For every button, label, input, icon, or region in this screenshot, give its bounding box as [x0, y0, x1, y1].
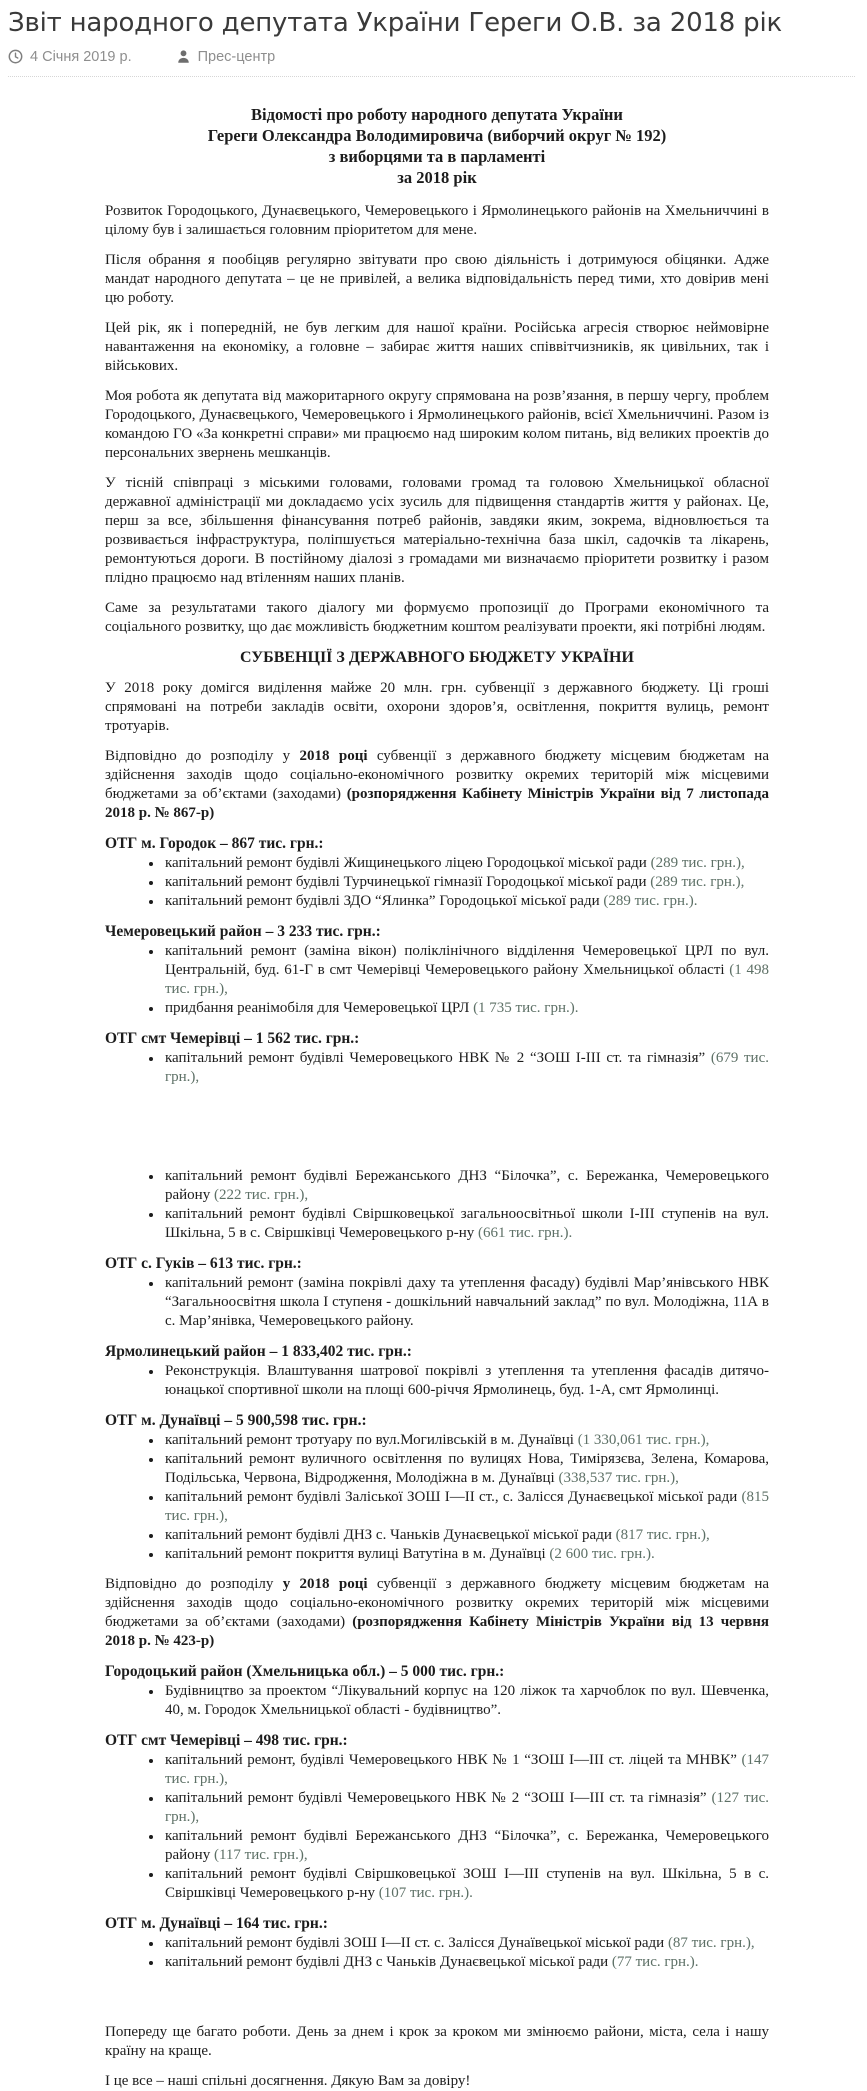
text-run: Відповідно до розподілу у: [105, 747, 300, 764]
section-title-centered: СУБВЕНЦІЇ З ДЕРЖАВНОГО БЮДЖЕТУ УКРАЇНИ: [240, 648, 634, 666]
text-run: субвенції з державного бюджету місцевим бюджетам на здійснення заходів щодо соціально-економічного розвитку окремих територій між місцевими бюджетами за об’єктами (заходами): [105, 747, 769, 802]
bullet-list: [105, 1049, 769, 1087]
section-heading: ОТГ м. Дунаївці – 164 тис. грн.:: [105, 1914, 328, 1932]
text-run: (1 498 тис. грн.),: [165, 961, 769, 997]
paragraph: [105, 1575, 769, 1651]
text-run: придбання реанімобіля для Чемеровецької ЦРЛ: [165, 999, 474, 1016]
text-run: Розвиток Городоцького, Дунаєвецького, Чемеровецького і Ярмолинецького районів на Хмельниччині в цілому був і залишається головним пріоритетом для мене.: [105, 202, 769, 238]
paragraph: [105, 474, 769, 588]
text-run: (338,537 тис. грн.),: [558, 1469, 679, 1486]
text-run: (1 735 тис. грн.).: [473, 999, 579, 1016]
bullet-list: [105, 1362, 769, 1400]
text-run: капітальний ремонт будівлі Чемеровецького НВК № 2 “ЗОШ І—ІІІ ст. та гімназія”: [165, 1789, 712, 1806]
page-header: [0, 0, 867, 77]
list-item: [163, 1431, 769, 1450]
text-run: капітальний ремонт будівлі ДНЗ с Чаньків Дунаєвецької міської ради: [165, 1953, 612, 1970]
text-run: 2018 році: [299, 747, 368, 764]
bullet-list: [105, 942, 769, 1018]
report-document: [105, 104, 769, 2091]
text-run: (1 330,061 тис. грн.),: [577, 1431, 710, 1448]
text-run: (77 тис. грн.).: [611, 1953, 699, 1970]
text-run: (розпорядження Кабінету Міністрів України від 7 листопада 2018 р. № 867-р): [105, 785, 769, 821]
section-heading: ОТГ смт Чемерівці – 498 тис. грн.:: [105, 1731, 348, 1749]
header-divider: [8, 76, 855, 77]
paragraph: [105, 319, 769, 376]
section-heading: ОТГ смт Чемерівці – 1 562 тис. грн.:: [105, 1029, 360, 1047]
text-run: капітальний ремонт вуличного освітлення по вулицях Нова, Тимірязєва, Зелена, Комарова, Подільська, Червона, Відродження, Молодіжна в м. Дунаївці: [165, 1450, 769, 1486]
text-run: Реконструкція. Влаштування шатрової покрівлі з утеплення та утеплення фасадів дитячо-юнацької спортивної школи на площі 600-річчя Ярмолинець, буд. 1-А, смт Ярмолинці.: [165, 1362, 769, 1398]
list-item: [163, 1827, 769, 1865]
list-item: [163, 942, 769, 999]
list-item: [163, 1362, 769, 1400]
list-item: [163, 1789, 769, 1827]
list-item: [163, 1167, 769, 1205]
budget-section: [105, 1342, 769, 1400]
list-item: [163, 1751, 769, 1789]
section-heading: Ярмолинецький район – 1 833,402 тис. грн.:: [105, 1342, 412, 1360]
post-date-group: [8, 49, 132, 65]
post-author-group: [176, 49, 276, 65]
text-run: капітальний ремонт будівлі ЗДО “Ялинка” Городоцької міської ради: [165, 892, 604, 909]
bullet-list: [105, 1274, 769, 1331]
section-heading: Городоцький район (Хмельницька обл.) – 5 000 тис. грн.:: [105, 1662, 505, 1680]
list-item: [163, 1865, 769, 1903]
text-run: (679 тис. грн.),: [165, 1049, 769, 1085]
section-heading: ОТГ с. Гуків – 613 тис. грн.:: [105, 1254, 302, 1272]
doc-title-line: Відомості про роботу народного депутата України: [251, 104, 623, 124]
list-item: [163, 1526, 769, 1545]
text-run: (117 тис. грн.),: [213, 1846, 308, 1863]
text-run: капітальний ремонт будівлі Чемеровецького НВК № 2 “ЗОШ І-ІІІ ст. та гімназія”: [165, 1049, 711, 1066]
list-item: [163, 854, 769, 873]
text-run: (815 тис. грн.),: [165, 1488, 769, 1524]
list-item: [163, 1953, 769, 1972]
budget-section: [105, 1731, 769, 1903]
paragraph: [105, 251, 769, 308]
text-run: Цей рік, як і попередній, не був легким для нашої країни. Російська агресія створює неймовірне навантаження на економіку, а головне – забирає життя наших співвітчизників, як цивільних, так і військових.: [105, 319, 769, 374]
text-run: капітальний ремонт будівлі Бережанського ДНЗ “Білочка”, с. Бережанка, Чемеровецького району: [165, 1827, 769, 1863]
section-heading: Чемеровецький район – 3 233 тис. грн.:: [105, 922, 381, 940]
list-item: [163, 1488, 769, 1526]
post-meta: [8, 49, 855, 65]
section-heading: ОТГ м. Дунаївці – 5 900,598 тис. грн.:: [105, 1411, 367, 1429]
text-run: У 2018 року домігся виділення майже 20 млн. грн. субвенції з державного бюджету. Ці гроші спрямовані на потреби закладів освіти, охорони здоров’я, освітлення, покриття вулиць, ремонт тротуарів.: [105, 679, 769, 734]
text-run: капітальний ремонт (заміна покрівлі даху та утеплення фасаду) будівлі Мар’янівського НВК “Загальноосвітня школа І ступеня - дошкільний навчальний заклад” по вул. Молодіжна, 11А в с. Мар’янівка, Чемеровецького району.: [165, 1274, 769, 1329]
doc-title-line: Гереги Олександра Володимировича (виборчий округ № 192): [207, 125, 667, 145]
text-run: (289 тис. грн.),: [650, 854, 745, 871]
text-run: у 2018 році: [282, 1575, 368, 1592]
post-date: 4 Січня 2019 р.: [30, 48, 132, 65]
paragraph: [105, 387, 769, 463]
budget-section: [105, 834, 769, 911]
section-heading: ОТГ м. Городок – 867 тис. грн.:: [105, 834, 324, 852]
doc-title-line: за 2018 рік: [397, 167, 477, 187]
document-title: [105, 104, 769, 188]
text-run: (222 тис. грн.),: [213, 1186, 309, 1203]
paragraph: [105, 747, 769, 823]
text-run: (289 тис. грн.).: [603, 892, 698, 909]
text-run: капітальний ремонт будівлі ЗОШ І—ІІ ст. с. Залісся Дунаївецької міської ради: [165, 1934, 668, 1951]
text-run: Моя робота як депутата від мажоритарного округу спрямована на розв’язання, в першу чергу, проблем Городоцького, Дунаєвецького, Чемеровецького і Ярмолинецького районів, всієї Хмельниччині. Разом із командою ГО «За конкретні справи» ми працюємо над широким колом питань, від великих проектів до персональних звернень мешканців.: [105, 387, 769, 461]
text-run: (127 тис. грн.),: [165, 1789, 769, 1825]
text-run: (661 тис. грн.).: [478, 1224, 573, 1241]
text-run: Після обрання я пообіцяв регулярно звітувати про свою діяльність і дотримуюся обіцянки. Адже мандат народного депутата – це не привілей, а велика відповідальність перед тими, хто довірив мені цю роботу.: [105, 251, 769, 306]
list-item: [163, 1274, 769, 1331]
paragraph: [105, 2072, 769, 2091]
text-run: капітальний ремонт будівлі Заліської ЗОШ І—ІІ ст., с. Залісся Дунаєвецької міської ради: [165, 1488, 742, 1505]
budget-section: [105, 1411, 769, 1564]
text-run: (107 тис. грн.).: [378, 1884, 473, 1901]
text-run: (розпорядження Кабінету Міністрів України від 13 червня 2018 р. № 423-р): [105, 1613, 770, 1649]
page-title: Звіт народного депутата України Гереги О.В. за 2018 рік: [8, 8, 782, 38]
list-item: [163, 1049, 769, 1087]
page-break-gap: [105, 1098, 769, 1166]
list-item: [163, 1450, 769, 1488]
press-center-link[interactable]: Прес-центр: [197, 48, 276, 65]
paragraph: [105, 599, 769, 637]
text-run: капітальний ремонт, будівлі Чемеровецького НВК № 1 “ЗОШ І—ІІІ ст. ліцей та МНВК”: [165, 1751, 742, 1768]
bullet-list: [105, 1934, 769, 1972]
list-item: [163, 873, 769, 892]
budget-section: [105, 1914, 769, 1972]
bullet-list: [105, 854, 769, 911]
budget-section: [105, 1167, 769, 1243]
text-run: І це все – наші спільні досягнення. Дякую Вам за довіру!: [105, 2072, 471, 2089]
text-run: субвенції з державного бюджету місцевим бюджетам на здійснення заходів щодо соціально-економічного розвитку окремих територій між місцевими бюджетами за об’єктами (заходами): [105, 1575, 769, 1630]
clock-icon: [8, 49, 23, 64]
text-run: Попереду ще багато роботи. День за днем і крок за кроком ми змінюємо райони, міста, села і нашу країну на краще.: [105, 2023, 769, 2059]
text-run: (289 тис. грн.),: [650, 873, 745, 890]
text-run: капітальний ремонт будівлі Свіршковецької ЗОШ І—ІІІ ступенів на вул. Шкільна, 5 в с. Свіршківці Чемеровецького р-ну: [165, 1865, 769, 1901]
text-run: капітальний ремонт будівлі Свіршковецької загальноосвітньої школи І-ІІІ ступенів на вул. Шкільна, 5 в с. Свіршківці Чемеровецького р-ну: [165, 1205, 769, 1241]
paragraph: [105, 679, 769, 736]
text-run: капітальний ремонт будівлі Турчинецької гімназії Городоцької міської ради: [165, 873, 651, 890]
page-break-gap: [105, 1983, 769, 2023]
text-run: капітальний ремонт будівлі ДНЗ с. Чаньків Дунаєвецької міської ради: [165, 1526, 616, 1543]
bullet-list: [105, 1751, 769, 1903]
text-run: (817 тис. грн.),: [615, 1526, 710, 1543]
text-run: Відповідно до розподілу: [105, 1575, 283, 1592]
list-item: [163, 892, 769, 911]
bullet-list: [105, 1682, 769, 1720]
text-run: Будівництво за проектом “Лікувальний корпус на 120 ліжок та харчоблок по вул. Шевченка, 40, м. Городок Хмельницької області - будівництво”.: [165, 1682, 769, 1718]
text-run: Саме за результатами такого діалогу ми формуємо пропозиції до Програми економічного та соціального розвитку, що дає можливість бюджетним коштом реалізувати проекти, які потрібні людям.: [105, 599, 769, 635]
bullet-list: [105, 1431, 769, 1564]
text-run: (147 тис. грн.),: [165, 1751, 769, 1787]
user-icon: [176, 49, 191, 64]
doc-title-line: з виборцями та в парламенті: [328, 146, 546, 166]
budget-section: [105, 1662, 769, 1720]
text-run: капітальний ремонт тротуару по вул.Могилівській в м. Дунаївці: [165, 1431, 578, 1448]
budget-section: [105, 922, 769, 1018]
list-item: [163, 1545, 769, 1564]
budget-section: [105, 1029, 769, 1087]
list-item: [163, 1205, 769, 1243]
list-item: [163, 1682, 769, 1720]
text-run: (87 тис. грн.),: [667, 1934, 755, 1951]
text-run: У тісній співпраці з міськими головами, головами громад та головою Хмельницької обласної державної адміністрації ми докладаємо усіх зусиль для підвищення стандартів життя у районах. Це, перш за все, збільшення фінансування потреб районів, завдяки яким, зокрема, відновлюється та розвивається інфраструктура, поліпшується матеріально-технічна база шкіл, садочків та лікарень, ремонтуються дороги. В постійному діалозі з громадами ми визначаємо пріоритети розвитку і разом плідно працюємо над втіленням наших планів.: [105, 474, 769, 586]
text-run: капітальний ремонт (заміна вікон) поліклінічного відділення Чемеровецької ЦРЛ по вул. Центральній, буд. 61-Г в смт Чемерівці Чемеровецького району Хмельницької області: [165, 942, 769, 978]
bullet-list: [105, 1167, 769, 1243]
budget-section: [105, 1254, 769, 1331]
text-run: капітальний ремонт будівлі Бережанського ДНЗ “Білочка”, с. Бережанка, Чемеровецького району: [165, 1167, 769, 1203]
document-body: [105, 202, 769, 2091]
text-run: капітальний ремонт будівлі Жищинецького ліцею Городоцької міської ради: [165, 854, 651, 871]
paragraph: [105, 202, 769, 240]
text-run: (2 600 тис. грн.).: [549, 1545, 655, 1562]
list-item: [163, 999, 769, 1018]
list-item: [163, 1934, 769, 1953]
paragraph: [105, 2023, 769, 2061]
text-run: капітальний ремонт покриття вулиці Ватутіна в м. Дунаївці: [165, 1545, 550, 1562]
